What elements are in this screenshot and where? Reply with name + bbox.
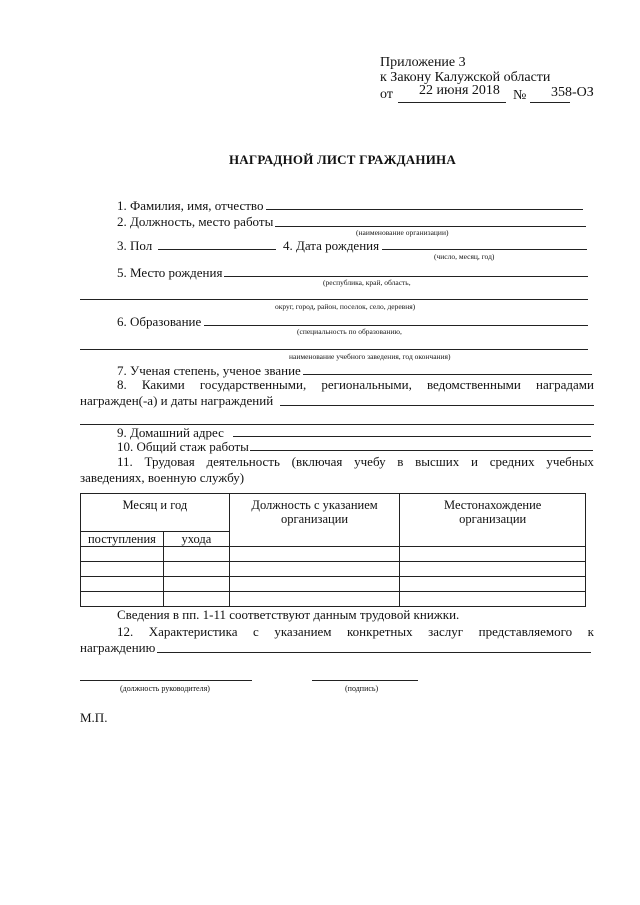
field-1-line[interactable] [266, 209, 583, 210]
field-12-word: заслуг [428, 624, 464, 639]
field-12-word: конкретных [347, 624, 413, 639]
field-12-line-2: награждению [80, 640, 156, 655]
col-position-line-2: организации [281, 512, 349, 526]
work-history-table [80, 493, 586, 607]
col-location-line-1: Местонахождение [444, 498, 542, 512]
field-2-line[interactable] [275, 226, 586, 227]
field-8-word: Какими [141, 377, 185, 392]
field-11-word: учебу [354, 454, 386, 469]
field-12-word: представляемого [478, 624, 573, 639]
field-2-label: 2. Должность, место работы [117, 214, 274, 229]
table-cell[interactable] [400, 577, 586, 592]
table-cell[interactable] [81, 577, 164, 592]
field-11-word: учебных [546, 454, 594, 469]
col-position [229, 494, 400, 547]
field-4-hint: (число, месяц, год) [434, 252, 495, 261]
table-cell[interactable] [81, 547, 164, 562]
field-10-label: 10. Общий стаж работы [117, 439, 249, 454]
table-cell[interactable] [163, 562, 229, 577]
table-cell[interactable] [163, 592, 229, 607]
table-cell[interactable] [81, 592, 164, 607]
field-11-word: средних [489, 454, 535, 469]
col-location-line-2: организации [459, 512, 527, 526]
table-cell[interactable] [400, 562, 586, 577]
field-5-label: 5. Место рождения [117, 265, 223, 280]
field-11-line-1 [117, 454, 594, 469]
appendix-from-label: от [380, 87, 393, 102]
field-12-word: указанием [274, 624, 332, 639]
appendix-number-label: № [513, 88, 527, 103]
sig-signature-hint: (подпись) [345, 684, 379, 693]
appendix-date: 22 июня 2018 [419, 83, 500, 98]
table-cell[interactable] [163, 547, 229, 562]
field-5-line-2[interactable] [80, 299, 588, 300]
field-11-word: 11. [117, 454, 133, 469]
field-12-word: к [587, 624, 594, 639]
field-7-line[interactable] [303, 374, 592, 375]
field-6-hint-1: (специальность по образованию, [297, 327, 402, 336]
col-location [400, 494, 586, 547]
appendix-line-2: к Закону Калужской области [380, 70, 551, 85]
appendix-line-1: Приложение 3 [380, 55, 466, 70]
table-cell[interactable] [229, 547, 400, 562]
table-row[interactable] [81, 562, 586, 577]
records-note: Сведения в пп. 1-11 соответствуют данным трудовой книжки. [117, 607, 460, 622]
field-3-label: 3. Пол [117, 238, 153, 253]
field-12-word: Характеристика [148, 624, 238, 639]
appendix-number: 358-ОЗ [551, 85, 594, 100]
table-cell[interactable] [229, 562, 400, 577]
field-5-hint-2: округ, город, район, поселок, село, деревня) [275, 302, 416, 311]
field-1-label: 1. Фамилия, имя, отчество [117, 198, 264, 213]
col-entry: поступления [81, 532, 164, 547]
table-row[interactable] [81, 592, 586, 607]
field-8-word: ведомственными [427, 377, 521, 392]
document-title: НАГРАДНОЙ ЛИСТ ГРАЖДАНИНА [229, 152, 456, 167]
field-6-label: 6. Образование [117, 314, 202, 329]
field-12-line-1 [117, 624, 594, 639]
field-12-line[interactable] [157, 652, 591, 653]
sig-position-line[interactable] [80, 680, 252, 681]
field-11-word: и [471, 454, 478, 469]
field-11-word: Трудовая [144, 454, 195, 469]
field-12-word: 12. [117, 624, 134, 639]
field-11-word: деятельность [206, 454, 280, 469]
field-12-word: с [253, 624, 259, 639]
table-cell[interactable] [229, 592, 400, 607]
sig-position-hint: (должность руководителя) [120, 684, 210, 693]
col-exit: ухода [163, 532, 229, 547]
col-month-year: Месяц и год [81, 494, 230, 532]
field-6-line[interactable] [204, 325, 588, 326]
field-4-line[interactable] [382, 249, 587, 250]
appendix-date-line [398, 102, 506, 103]
table-cell[interactable] [400, 592, 586, 607]
stamp-place: М.П. [80, 710, 108, 725]
field-11-line-2: заведениях, военную службу) [80, 470, 245, 485]
table-cell[interactable] [400, 547, 586, 562]
field-2-hint: (наименование организации) [356, 228, 449, 237]
field-8-word: 8. [117, 377, 127, 392]
table-cell[interactable] [229, 577, 400, 592]
field-8-line[interactable] [280, 405, 594, 406]
field-6-line-2[interactable] [80, 349, 588, 350]
table-cell[interactable] [81, 562, 164, 577]
field-9-label: 9. Домашний адрес [117, 425, 224, 440]
appendix-number-line [530, 102, 570, 103]
field-7-label: 7. Ученая степень, ученое звание [117, 363, 301, 378]
table-cell[interactable] [163, 577, 229, 592]
field-11-word: в [397, 454, 404, 469]
table-header-row [81, 494, 586, 532]
field-8-word: государственными, [199, 377, 307, 392]
table-row[interactable] [81, 577, 586, 592]
field-5-line[interactable] [224, 276, 588, 277]
sig-signature-line[interactable] [312, 680, 418, 681]
field-3-line[interactable] [158, 249, 276, 250]
field-5-hint-1: (республика, край, область, [323, 278, 411, 287]
field-8-word: региональными, [321, 377, 412, 392]
field-9-line[interactable] [233, 436, 591, 437]
field-11-word: высших [415, 454, 460, 469]
field-11-word: (включая [291, 454, 343, 469]
field-4-label: 4. Дата рождения [283, 238, 380, 253]
field-6-hint-2: наименование учебного заведения, год окончания) [289, 352, 451, 361]
table-row[interactable] [81, 547, 586, 562]
field-8-word: наградами [536, 377, 594, 392]
field-8-line-1 [117, 377, 594, 392]
field-8-label: награжден(-а) и даты награждений [80, 393, 274, 408]
field-10-line[interactable] [250, 450, 593, 451]
col-position-line-1: Должность с указанием [251, 498, 378, 512]
